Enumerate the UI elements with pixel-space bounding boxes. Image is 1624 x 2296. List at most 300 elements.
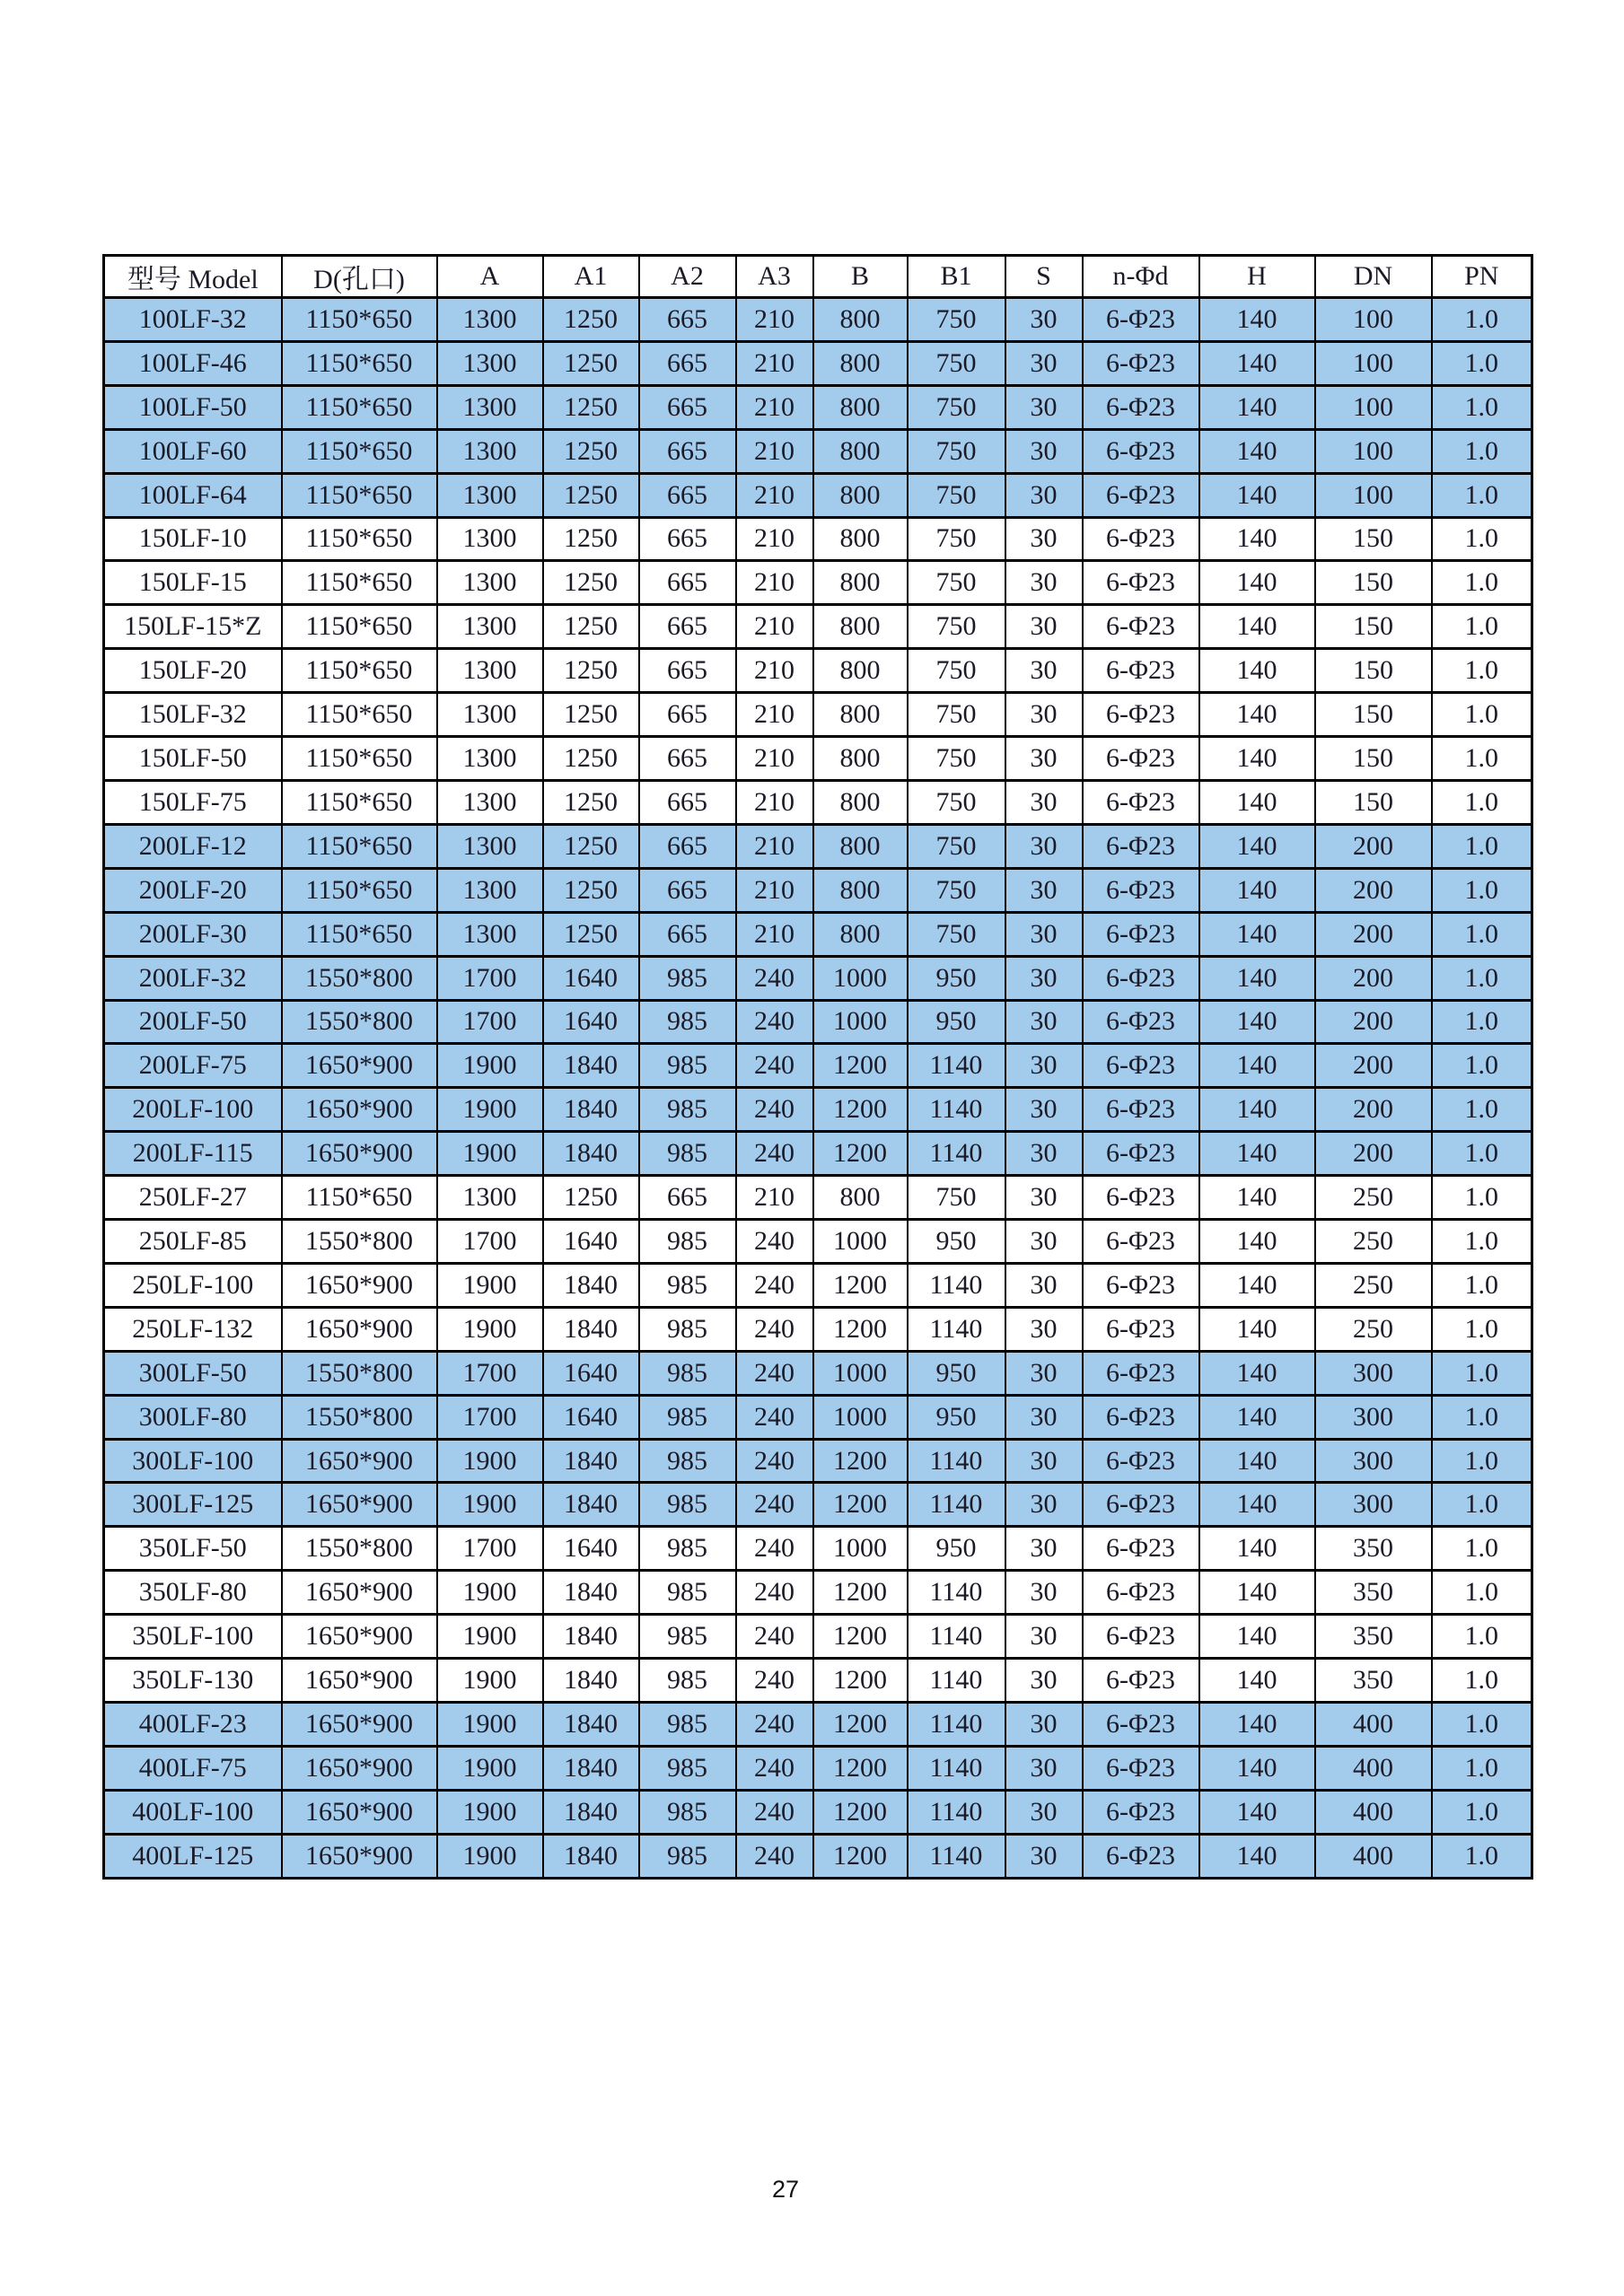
cell-dn: 350 [1315,1659,1432,1703]
cell-a1: 1840 [543,1790,639,1834]
cell-a1: 1250 [543,385,639,429]
cell-b1: 1140 [908,1659,1005,1703]
cell-b: 800 [813,429,908,473]
cell-a3: 240 [736,1263,813,1307]
cell-a1: 1840 [543,1834,639,1878]
cell-n-phi-d: 6-Φ23 [1083,1395,1199,1439]
table-row [104,1571,1532,1615]
cell-dn: 100 [1315,473,1432,517]
cell-s: 30 [1005,473,1083,517]
cell-b1: 1140 [908,1439,1005,1483]
cell-a1: 1250 [543,341,639,385]
cell-b: 800 [813,780,908,824]
cell-a3: 240 [736,1790,813,1834]
cell-s: 30 [1005,737,1083,781]
cell-b1: 750 [908,737,1005,781]
cell-h: 140 [1199,1088,1315,1132]
cell-a3: 240 [736,1483,813,1527]
column-header-a: A [437,256,543,298]
cell-a2: 665 [639,693,736,737]
cell-a1: 1250 [543,824,639,868]
cell-a3: 240 [736,1307,813,1351]
cell-n-phi-d: 6-Φ23 [1083,824,1199,868]
cell-dn: 400 [1315,1834,1432,1878]
cell-h: 140 [1199,1132,1315,1176]
cell-model: 200LF-30 [104,912,282,956]
cell-a: 1900 [437,1263,543,1307]
cell-a3: 240 [736,1395,813,1439]
cell-model: 100LF-46 [104,341,282,385]
cell-pn: 1.0 [1432,1263,1532,1307]
cell-b1: 750 [908,649,1005,693]
cell-model: 150LF-20 [104,649,282,693]
cell-d: 1150*650 [282,824,437,868]
cell-model: 350LF-130 [104,1659,282,1703]
cell-n-phi-d: 6-Φ23 [1083,649,1199,693]
cell-a3: 210 [736,341,813,385]
cell-pn: 1.0 [1432,649,1532,693]
cell-n-phi-d: 6-Φ23 [1083,605,1199,649]
cell-a1: 1640 [543,1395,639,1439]
cell-a1: 1250 [543,298,639,342]
cell-d: 1150*650 [282,385,437,429]
spec-table [102,254,1533,1880]
cell-d: 1150*650 [282,693,437,737]
cell-pn: 1.0 [1432,1132,1532,1176]
header-row [104,256,1532,298]
cell-n-phi-d: 6-Φ23 [1083,1220,1199,1264]
cell-b1: 750 [908,517,1005,561]
cell-d: 1150*650 [282,473,437,517]
table-row [104,1615,1532,1659]
cell-b1: 750 [908,429,1005,473]
cell-b1: 750 [908,561,1005,605]
cell-h: 140 [1199,780,1315,824]
cell-a3: 240 [736,956,813,1000]
cell-a2: 985 [639,1088,736,1132]
cell-s: 30 [1005,956,1083,1000]
cell-n-phi-d: 6-Φ23 [1083,1044,1199,1088]
cell-a2: 665 [639,605,736,649]
table-row [104,517,1532,561]
cell-dn: 150 [1315,737,1432,781]
cell-a1: 1840 [543,1263,639,1307]
cell-a2: 665 [639,429,736,473]
cell-a1: 1840 [543,1044,639,1088]
cell-pn: 1.0 [1432,298,1532,342]
cell-n-phi-d: 6-Φ23 [1083,1439,1199,1483]
cell-a: 1900 [437,1746,543,1790]
cell-model: 200LF-75 [104,1044,282,1088]
cell-dn: 350 [1315,1571,1432,1615]
cell-d: 1150*650 [282,649,437,693]
cell-dn: 250 [1315,1307,1432,1351]
cell-dn: 150 [1315,649,1432,693]
cell-a: 1300 [437,605,543,649]
cell-b: 800 [813,1176,908,1220]
cell-b: 800 [813,341,908,385]
cell-b1: 1140 [908,1703,1005,1747]
cell-a3: 240 [736,1615,813,1659]
cell-n-phi-d: 6-Φ23 [1083,298,1199,342]
cell-b1: 1140 [908,1746,1005,1790]
cell-model: 200LF-115 [104,1132,282,1176]
cell-b1: 950 [908,1220,1005,1264]
cell-a2: 665 [639,517,736,561]
cell-n-phi-d: 6-Φ23 [1083,780,1199,824]
cell-a2: 665 [639,737,736,781]
cell-b1: 750 [908,693,1005,737]
cell-d: 1550*800 [282,1220,437,1264]
cell-a1: 1840 [543,1088,639,1132]
cell-dn: 200 [1315,868,1432,912]
cell-n-phi-d: 6-Φ23 [1083,868,1199,912]
cell-dn: 400 [1315,1746,1432,1790]
cell-dn: 200 [1315,1132,1432,1176]
cell-a2: 985 [639,1000,736,1044]
cell-h: 140 [1199,605,1315,649]
cell-b: 1200 [813,1439,908,1483]
cell-a2: 665 [639,385,736,429]
cell-s: 30 [1005,605,1083,649]
cell-a: 1900 [437,1703,543,1747]
table-row [104,385,1532,429]
cell-n-phi-d: 6-Φ23 [1083,1176,1199,1220]
cell-a1: 1840 [543,1439,639,1483]
cell-dn: 200 [1315,1000,1432,1044]
cell-n-phi-d: 6-Φ23 [1083,429,1199,473]
cell-d: 1550*800 [282,1527,437,1571]
cell-a2: 985 [639,1483,736,1527]
cell-a1: 1840 [543,1307,639,1351]
cell-pn: 1.0 [1432,341,1532,385]
cell-d: 1650*900 [282,1307,437,1351]
cell-model: 400LF-75 [104,1746,282,1790]
cell-n-phi-d: 6-Φ23 [1083,1483,1199,1527]
cell-s: 30 [1005,1746,1083,1790]
cell-a2: 665 [639,912,736,956]
cell-h: 140 [1199,1351,1315,1395]
cell-b1: 950 [908,1395,1005,1439]
cell-s: 30 [1005,561,1083,605]
cell-s: 30 [1005,649,1083,693]
table-row [104,1220,1532,1264]
cell-dn: 100 [1315,341,1432,385]
cell-b1: 1140 [908,1834,1005,1878]
cell-h: 140 [1199,1176,1315,1220]
cell-pn: 1.0 [1432,517,1532,561]
cell-d: 1550*800 [282,1395,437,1439]
cell-b: 800 [813,473,908,517]
cell-d: 1650*900 [282,1088,437,1132]
cell-model: 100LF-50 [104,385,282,429]
cell-a3: 240 [736,1220,813,1264]
cell-a: 1300 [437,1176,543,1220]
cell-dn: 200 [1315,824,1432,868]
table-row [104,1132,1532,1176]
cell-h: 140 [1199,429,1315,473]
cell-a1: 1250 [543,737,639,781]
cell-h: 140 [1199,824,1315,868]
table-row [104,1483,1532,1527]
cell-a2: 665 [639,824,736,868]
cell-b: 800 [813,298,908,342]
cell-d: 1150*650 [282,868,437,912]
table-row [104,824,1532,868]
cell-n-phi-d: 6-Φ23 [1083,693,1199,737]
cell-pn: 1.0 [1432,1351,1532,1395]
cell-s: 30 [1005,1220,1083,1264]
cell-d: 1650*900 [282,1132,437,1176]
cell-h: 140 [1199,1044,1315,1088]
cell-model: 150LF-75 [104,780,282,824]
cell-dn: 150 [1315,517,1432,561]
cell-b: 800 [813,868,908,912]
cell-b1: 1140 [908,1088,1005,1132]
page-number: 27 [772,2176,800,2203]
cell-dn: 200 [1315,956,1432,1000]
cell-model: 200LF-50 [104,1000,282,1044]
cell-s: 30 [1005,1483,1083,1527]
cell-dn: 200 [1315,912,1432,956]
cell-pn: 1.0 [1432,1659,1532,1703]
cell-a2: 985 [639,1571,736,1615]
cell-model: 350LF-100 [104,1615,282,1659]
cell-dn: 300 [1315,1351,1432,1395]
cell-s: 30 [1005,1527,1083,1571]
cell-n-phi-d: 6-Φ23 [1083,561,1199,605]
cell-n-phi-d: 6-Φ23 [1083,1527,1199,1571]
cell-a: 1900 [437,1439,543,1483]
cell-a1: 1250 [543,693,639,737]
cell-a: 1300 [437,429,543,473]
cell-b1: 1140 [908,1307,1005,1351]
cell-b: 1000 [813,1220,908,1264]
cell-s: 30 [1005,1088,1083,1132]
cell-a3: 240 [736,1000,813,1044]
cell-d: 1150*650 [282,605,437,649]
cell-a3: 210 [736,385,813,429]
table-row [104,1527,1532,1571]
cell-a2: 985 [639,1220,736,1264]
cell-model: 400LF-100 [104,1790,282,1834]
column-header-a1: A1 [543,256,639,298]
cell-b1: 1140 [908,1571,1005,1615]
cell-h: 140 [1199,517,1315,561]
table-row [104,649,1532,693]
table-row [104,1000,1532,1044]
cell-dn: 200 [1315,1088,1432,1132]
cell-s: 30 [1005,693,1083,737]
table-row [104,1263,1532,1307]
cell-a1: 1250 [543,780,639,824]
cell-b: 800 [813,385,908,429]
cell-n-phi-d: 6-Φ23 [1083,1263,1199,1307]
cell-a: 1700 [437,1000,543,1044]
cell-b1: 1140 [908,1483,1005,1527]
cell-model: 300LF-80 [104,1395,282,1439]
table-row [104,1088,1532,1132]
cell-b1: 750 [908,780,1005,824]
cell-b1: 750 [908,473,1005,517]
cell-s: 30 [1005,1834,1083,1878]
cell-b1: 750 [908,605,1005,649]
cell-dn: 150 [1315,693,1432,737]
cell-a2: 665 [639,868,736,912]
cell-d: 1650*900 [282,1439,437,1483]
cell-pn: 1.0 [1432,1703,1532,1747]
cell-model: 350LF-50 [104,1527,282,1571]
table-row [104,1703,1532,1747]
cell-a: 1300 [437,780,543,824]
cell-d: 1550*800 [282,956,437,1000]
column-header-s: S [1005,256,1083,298]
table-row [104,1834,1532,1878]
cell-model: 200LF-32 [104,956,282,1000]
cell-a3: 240 [736,1746,813,1790]
cell-h: 140 [1199,1659,1315,1703]
cell-s: 30 [1005,1571,1083,1615]
cell-n-phi-d: 6-Φ23 [1083,1571,1199,1615]
cell-d: 1650*900 [282,1746,437,1790]
cell-n-phi-d: 6-Φ23 [1083,912,1199,956]
cell-a3: 240 [736,1088,813,1132]
cell-h: 140 [1199,1746,1315,1790]
cell-pn: 1.0 [1432,1746,1532,1790]
cell-s: 30 [1005,517,1083,561]
table-row [104,1395,1532,1439]
cell-h: 140 [1199,912,1315,956]
cell-b: 1200 [813,1132,908,1176]
cell-b: 1200 [813,1263,908,1307]
cell-h: 140 [1199,298,1315,342]
cell-a: 1300 [437,561,543,605]
table-row [104,1659,1532,1703]
cell-h: 140 [1199,737,1315,781]
cell-h: 140 [1199,1000,1315,1044]
cell-h: 140 [1199,385,1315,429]
cell-dn: 150 [1315,561,1432,605]
cell-model: 100LF-64 [104,473,282,517]
cell-h: 140 [1199,956,1315,1000]
cell-a1: 1640 [543,1220,639,1264]
cell-model: 200LF-12 [104,824,282,868]
table-row [104,693,1532,737]
cell-h: 140 [1199,1527,1315,1571]
cell-a3: 210 [736,737,813,781]
cell-a: 1900 [437,1044,543,1088]
cell-a2: 665 [639,780,736,824]
cell-pn: 1.0 [1432,605,1532,649]
cell-s: 30 [1005,341,1083,385]
cell-d: 1150*650 [282,298,437,342]
cell-model: 300LF-125 [104,1483,282,1527]
cell-a2: 985 [639,1659,736,1703]
cell-model: 250LF-100 [104,1263,282,1307]
cell-n-phi-d: 6-Φ23 [1083,1000,1199,1044]
cell-a: 1300 [437,385,543,429]
cell-h: 140 [1199,1571,1315,1615]
cell-s: 30 [1005,1263,1083,1307]
cell-s: 30 [1005,1659,1083,1703]
cell-a1: 1840 [543,1132,639,1176]
cell-n-phi-d: 6-Φ23 [1083,517,1199,561]
cell-b1: 1140 [908,1790,1005,1834]
cell-dn: 150 [1315,605,1432,649]
cell-a2: 985 [639,1351,736,1395]
cell-a1: 1840 [543,1571,639,1615]
cell-a2: 985 [639,956,736,1000]
column-header-b1: B1 [908,256,1005,298]
cell-n-phi-d: 6-Φ23 [1083,956,1199,1000]
cell-a1: 1840 [543,1746,639,1790]
cell-a2: 985 [639,1263,736,1307]
cell-a: 1900 [437,1483,543,1527]
cell-a: 1300 [437,341,543,385]
cell-b: 1200 [813,1307,908,1351]
cell-d: 1150*650 [282,1176,437,1220]
cell-n-phi-d: 6-Φ23 [1083,737,1199,781]
cell-b: 1000 [813,1000,908,1044]
table-row [104,1176,1532,1220]
cell-a: 1700 [437,1351,543,1395]
cell-d: 1650*900 [282,1615,437,1659]
cell-pn: 1.0 [1432,385,1532,429]
cell-b1: 750 [908,912,1005,956]
cell-dn: 100 [1315,385,1432,429]
cell-model: 150LF-15 [104,561,282,605]
cell-a2: 985 [639,1044,736,1088]
column-header-pn: PN [1432,256,1532,298]
cell-a: 1900 [437,1615,543,1659]
cell-a3: 210 [736,912,813,956]
cell-b1: 950 [908,1000,1005,1044]
cell-b: 1000 [813,1395,908,1439]
cell-h: 140 [1199,1439,1315,1483]
cell-a: 1900 [437,1659,543,1703]
cell-a: 1700 [437,956,543,1000]
cell-b: 1200 [813,1703,908,1747]
cell-a: 1900 [437,1088,543,1132]
cell-s: 30 [1005,385,1083,429]
table-row [104,473,1532,517]
cell-s: 30 [1005,912,1083,956]
cell-a2: 985 [639,1439,736,1483]
cell-b: 1200 [813,1571,908,1615]
cell-a: 1900 [437,1307,543,1351]
cell-b: 1200 [813,1088,908,1132]
cell-n-phi-d: 6-Φ23 [1083,1659,1199,1703]
table-row [104,868,1532,912]
cell-pn: 1.0 [1432,780,1532,824]
cell-model: 100LF-60 [104,429,282,473]
cell-b: 1000 [813,1527,908,1571]
cell-s: 30 [1005,1307,1083,1351]
cell-a3: 240 [736,1571,813,1615]
cell-h: 140 [1199,868,1315,912]
cell-b1: 750 [908,298,1005,342]
cell-b1: 750 [908,341,1005,385]
cell-a3: 210 [736,693,813,737]
table-row [104,341,1532,385]
cell-a: 1900 [437,1834,543,1878]
cell-a2: 985 [639,1834,736,1878]
cell-a: 1300 [437,737,543,781]
cell-a2: 665 [639,649,736,693]
cell-a: 1300 [437,649,543,693]
cell-a3: 210 [736,517,813,561]
cell-pn: 1.0 [1432,1527,1532,1571]
